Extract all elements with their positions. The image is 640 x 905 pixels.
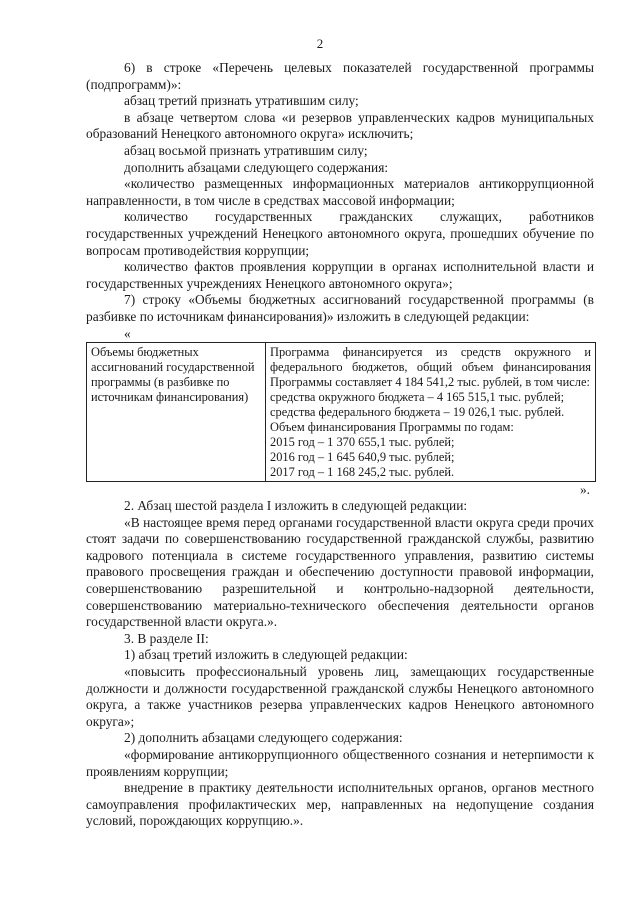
paragraph: дополнить абзацами следующего содержания: bbox=[124, 159, 389, 175]
paragraph: «В настоящее время перед органами государственной власти округа среди прочих стоят задачи по совершенствованию государственной гражданской службы, развитию кадрового потенциала в системе государственного управления, развитию системы правового просвещения граждан и обеспечению доступности правовой информации, совершенствованию разрешительной и контрольно-надзорной деятельности, совершенствованию материально-технического обеспечения деятельности органов государственной власти округа.». bbox=[86, 514, 594, 630]
financing-line: 2017 год – 1 168 245,2 тыс. рублей. bbox=[270, 464, 455, 479]
financing-line: средства окружного бюджета – 4 165 515,1 тыс. рублей; bbox=[270, 389, 565, 404]
paragraph: «повысить профессиональный уровень лиц, замещающих государственные должности и должности государственной гражданской службы Ненецкого автономного округа, а также участников резерва управленческих кадров Ненецкого автономного округа»; bbox=[86, 664, 594, 729]
document-body bbox=[86, 60, 594, 830]
closing-quote: ». bbox=[579, 481, 590, 497]
financing-line: Объем финансирования Программы по годам: bbox=[270, 419, 514, 434]
paragraphs-before bbox=[86, 60, 594, 326]
paragraph: абзац третий признать утратившим силу; bbox=[124, 93, 359, 109]
paragraph: внедрение в практику деятельности исполнительных органов, органов местного самоуправления профилактических мер, направленных на недопущение создания условий, порождающих коррупцию.». bbox=[86, 780, 594, 829]
financing-table bbox=[86, 342, 596, 482]
financing-line: 2015 год – 1 370 655,1 тыс. рублей; bbox=[270, 434, 455, 449]
paragraph: абзац восьмой признать утратившим силу; bbox=[124, 142, 368, 158]
paragraph: количество фактов проявления коррупции в органах исполнительной власти и государственных учреждениях Ненецкого автономного округа»; bbox=[86, 259, 594, 291]
paragraph: «количество размещенных информационных материалов антикоррупционной направленности, в том числе в средствах массовой информации; bbox=[86, 176, 594, 208]
financing-summary: Программа финансируется из средств окружного и федерального бюджетов, общий объем финансирования Программы составляет 4 184 541,2 тыс. рублей, в том числе: bbox=[270, 344, 591, 389]
table-row-label: Объемы бюджетных ассигнований государственной программы (в разбивке по источникам финансирования) bbox=[87, 342, 266, 481]
paragraph: количество государственных гражданских служащих, работников государственных учреждений Ненецкого автономного округа, прошедших обучение по вопросам противодействия коррупции; bbox=[86, 209, 594, 258]
paragraph: 7) строку «Объемы бюджетных ассигнований государственной программы (в разбивке по источникам финансирования)» изложить в следующей редакции: bbox=[86, 292, 594, 324]
paragraph: 3. В разделе II: bbox=[124, 630, 209, 646]
paragraph: «формирование антикоррупционного общественного сознания и нетерпимости к проявлениям коррупции; bbox=[86, 747, 594, 779]
opening-quote: « bbox=[124, 325, 131, 341]
table-row-value bbox=[266, 342, 596, 481]
table-row bbox=[87, 342, 596, 481]
paragraph: 1) абзац третий изложить в следующей редакции: bbox=[124, 647, 408, 663]
financing-line: 2016 год – 1 645 640,9 тыс. рублей; bbox=[270, 449, 455, 464]
page-number: 2 bbox=[316, 36, 324, 51]
paragraph: 6) в строке «Перечень целевых показателей государственной программы (подпрограмм)»: bbox=[86, 60, 594, 92]
paragraphs-after bbox=[86, 498, 594, 830]
financing-line: средства федерального бюджета – 19 026,1 тыс. рублей. bbox=[270, 404, 565, 419]
paragraph: в абзаце четвертом слова «и резервов управленческих кадров муниципальных образований Ненецкого автономного округа» исключить; bbox=[86, 109, 594, 142]
paragraph: 2) дополнить абзацами следующего содержания: bbox=[124, 730, 403, 746]
paragraph: 2. Абзац шестой раздела I изложить в следующей редакции: bbox=[124, 498, 468, 514]
